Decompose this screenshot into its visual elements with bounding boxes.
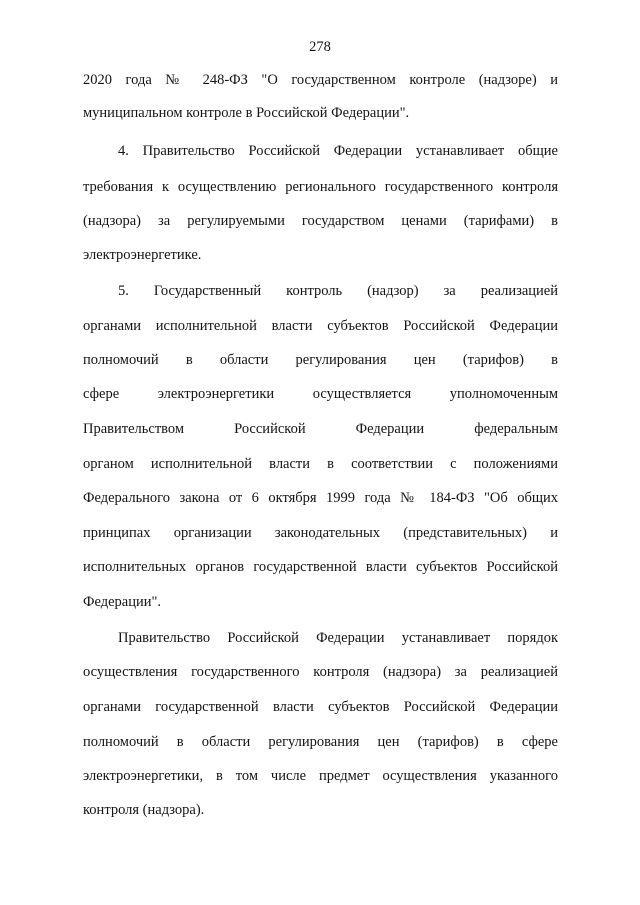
text-line: Правительство Российской Федерации устанавливает порядок xyxy=(118,630,558,646)
text-line: электроэнергетики, в том числе предмет осуществления указанного xyxy=(83,768,558,784)
text-line: органами исполнительной власти субъектов Российской Федерации xyxy=(83,318,558,334)
text-line: 2020 года № 248-ФЗ "О государственном контроле (надзоре) и xyxy=(83,72,558,88)
text-line: полномочий в области регулирования цен (тарифов) в сфере xyxy=(83,734,558,750)
text-line: электроэнергетике. xyxy=(83,247,202,263)
text-line: сфере электроэнергетики осуществляется уполномоченным xyxy=(83,386,558,402)
text-line: исполнительных органов государственной власти субъектов Российской xyxy=(83,559,558,575)
text-line: 4. Правительство Российской Федерации устанавливает общие xyxy=(118,143,558,159)
text-line: Федерального закона от 6 октября 1999 года № 184-ФЗ "Об общих xyxy=(83,490,558,506)
text-line: принципах организации законодательных (представительных) и xyxy=(83,525,558,541)
text-line: муниципальном контроле в Российской Федерации". xyxy=(83,105,410,121)
text-line: Федерации". xyxy=(83,594,162,610)
text-line: контроля (надзора). xyxy=(83,802,205,818)
text-line: органами государственной власти субъектов Российской Федерации xyxy=(83,699,558,715)
text-line: 5. Государственный контроль (надзор) за реализацией xyxy=(118,283,558,299)
text-line: органом исполнительной власти в соответствии с положениями xyxy=(83,456,558,472)
text-line: полномочий в области регулирования цен (тарифов) в xyxy=(83,352,558,368)
page-number: 278 xyxy=(309,39,331,55)
text-line: требования к осуществлению регионального государственного контроля xyxy=(83,179,558,195)
text-line: (надзора) за регулируемыми государством ценами (тарифами) в xyxy=(83,213,558,229)
text-line: осуществления государственного контроля (надзора) за реализацией xyxy=(83,664,558,680)
text-line: Правительством Российской Федерации федеральным xyxy=(83,421,558,437)
